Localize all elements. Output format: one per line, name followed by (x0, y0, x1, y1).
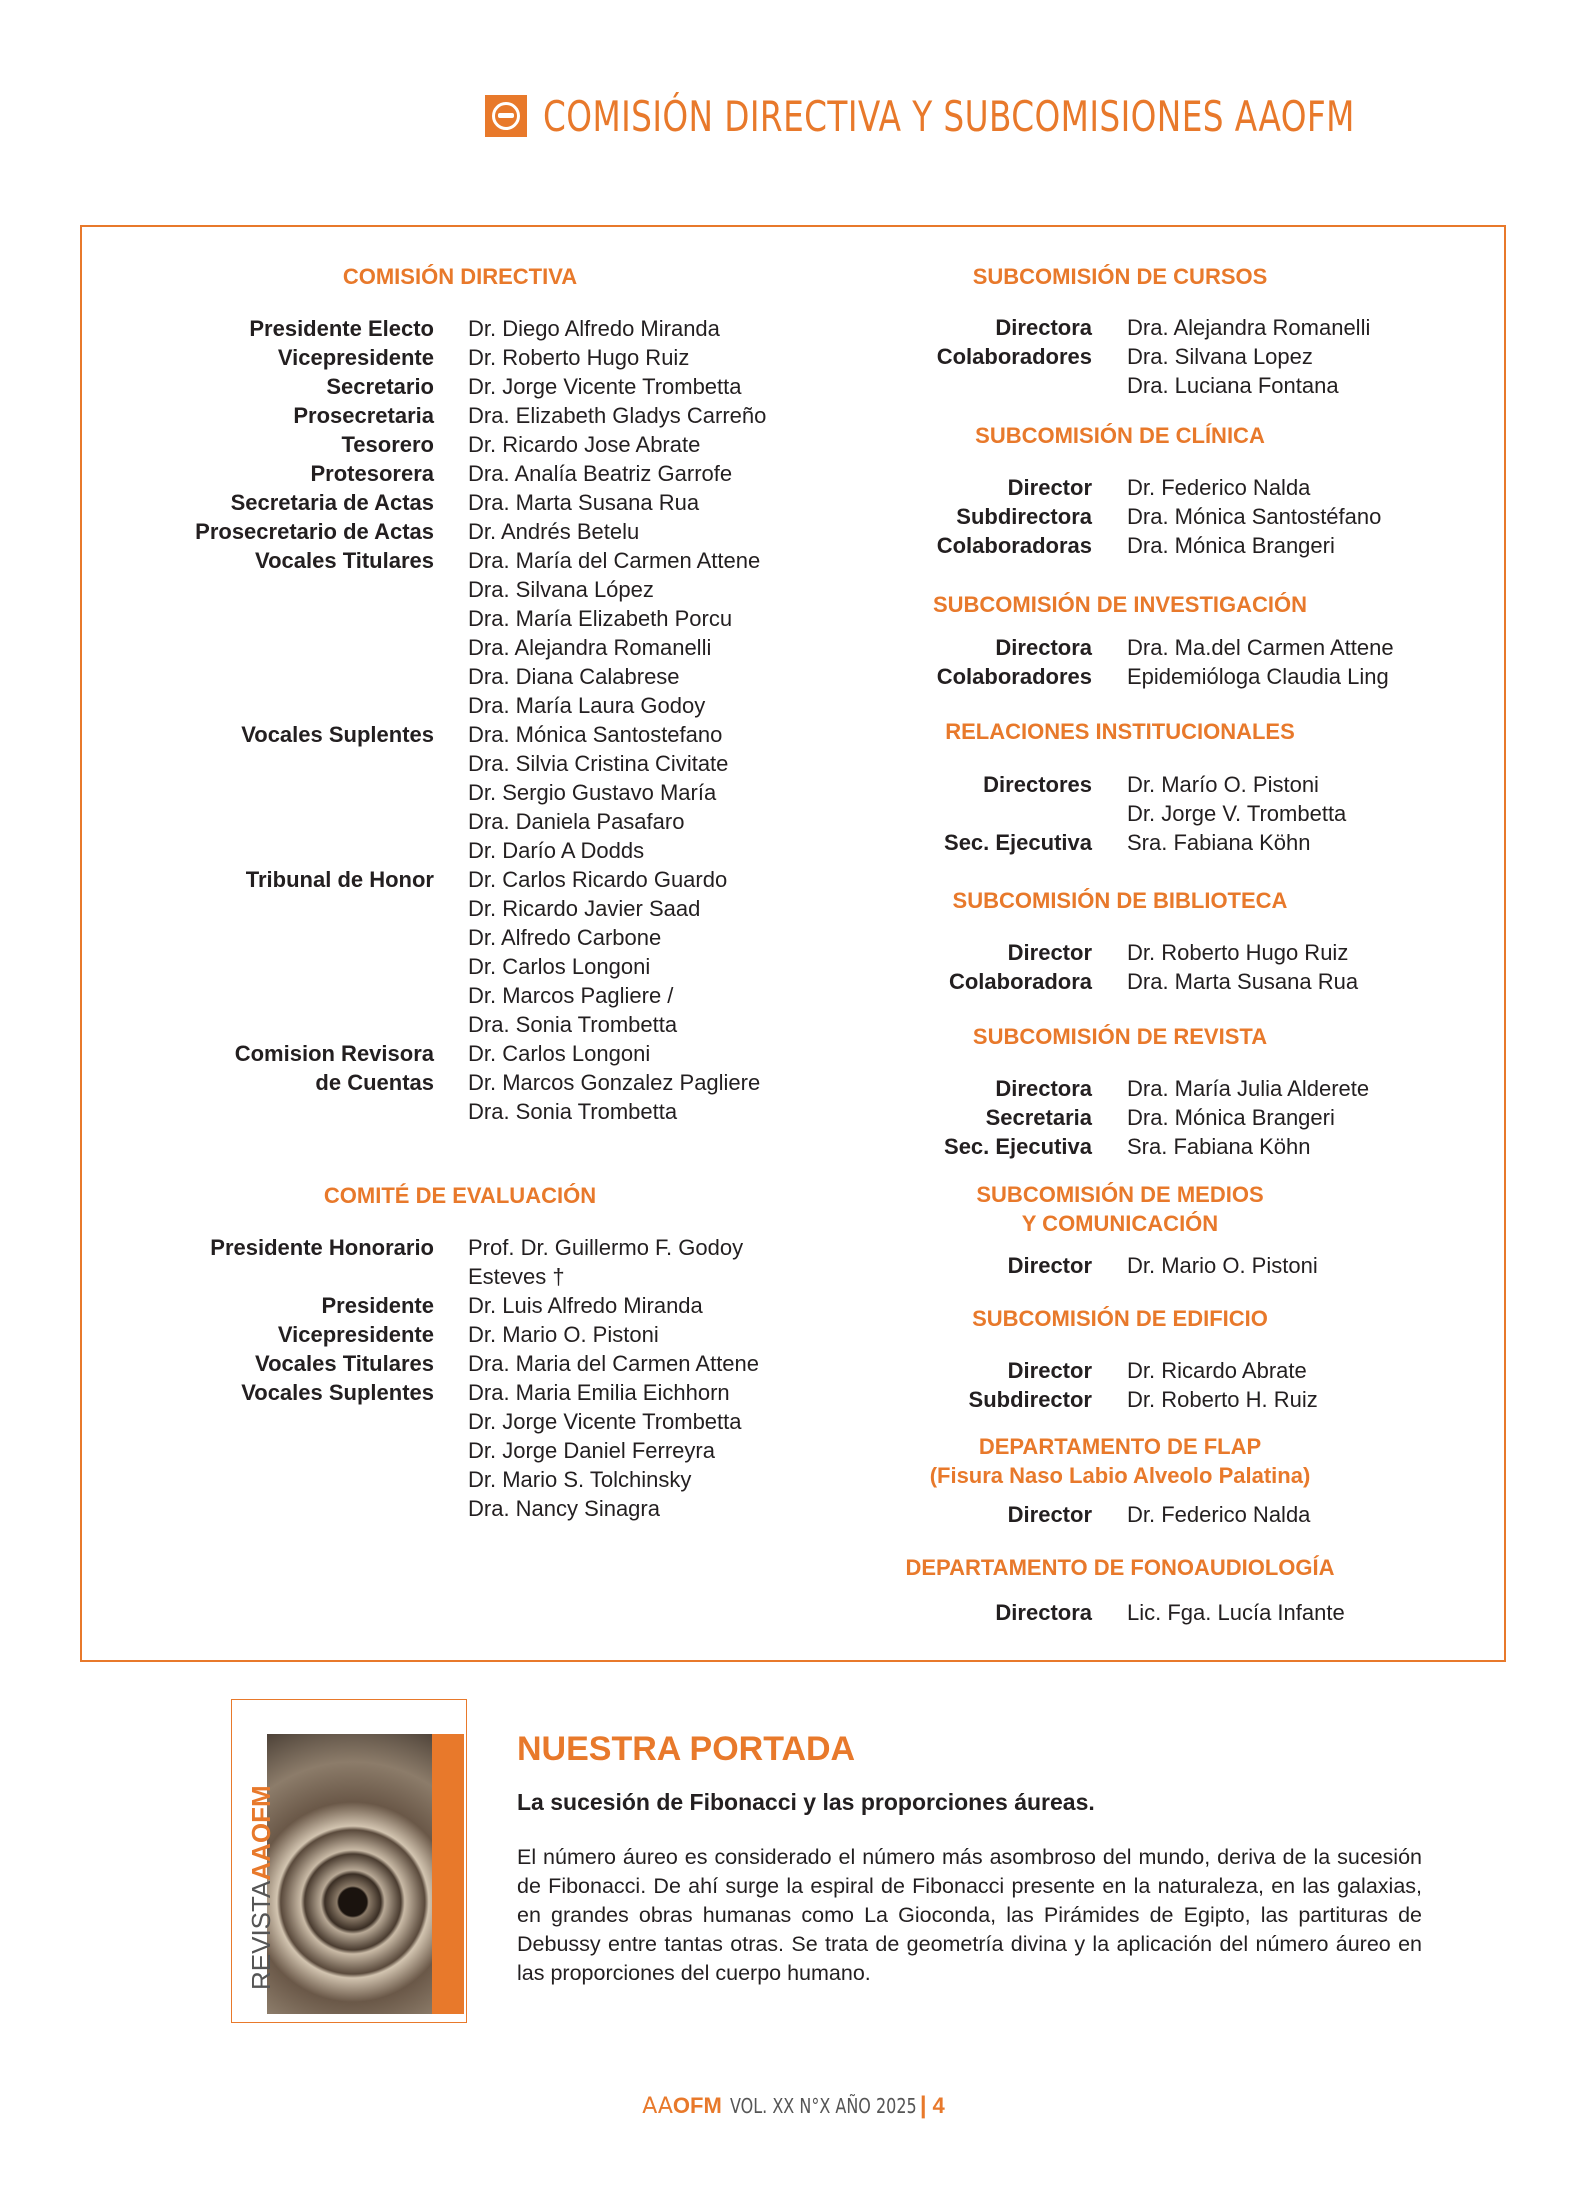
member-name: Dra. Daniela Pasafaro (468, 809, 685, 834)
member-names (1127, 502, 1381, 531)
member-names (468, 517, 639, 546)
member-names (468, 343, 689, 372)
member-name: Dra. Mónica Santostéfano (1127, 504, 1382, 529)
role-label: Directores (983, 772, 1092, 797)
member-name: Dr. Federico Nalda (1127, 475, 1311, 500)
member-name: Dra. María Laura Godoy (468, 693, 706, 718)
member-name: Dra. Silvana López (468, 577, 654, 602)
role-label: Presidente Electo (249, 316, 434, 341)
member-names (468, 1233, 743, 1291)
member-name: Dr. Darío A Dodds (468, 838, 645, 863)
member-names (468, 459, 732, 488)
member-name: Dra. Analía Beatriz Garrofe (468, 461, 733, 486)
role-label: de Cuentas (315, 1070, 434, 1095)
member-names (468, 1320, 659, 1349)
member-name: Dr. Ricardo Abrate (1127, 1358, 1307, 1383)
member-name: Dra. Marta Susana Rua (468, 490, 700, 515)
member-name: Dr. Roberto Hugo Ruiz (468, 345, 690, 370)
role-label: Sec. Ejecutiva (944, 830, 1092, 855)
member-name: Esteves † (468, 1264, 565, 1289)
footer-volume: VOL. XX N°X AÑO 2025 (729, 2094, 917, 2118)
member-names (1127, 662, 1389, 691)
page-title: COMISIÓN DIRECTIVA Y SUBCOMISIONES AAOFM (542, 91, 1355, 141)
member-names (1127, 1132, 1310, 1161)
member-names (1127, 770, 1346, 828)
member-names (1127, 1103, 1335, 1132)
member-name: Dra. Alejandra Romanelli (1127, 315, 1371, 340)
member-names (1127, 938, 1348, 967)
member-name: Dr. Sergio Gustavo María (468, 780, 717, 805)
member-name: Dr. Roberto Hugo Ruiz (1127, 940, 1349, 965)
member-names (1127, 342, 1339, 400)
section-title: DEPARTAMENTO DE FONOAUDIOLOGÍA (905, 1555, 1335, 1580)
cover-thumbnail (231, 1699, 467, 2023)
member-names (468, 314, 720, 343)
cover-title (246, 1785, 277, 1990)
member-name: Dra. Sonia Trombetta (468, 1012, 678, 1037)
member-names (1127, 1251, 1318, 1280)
member-name: Dra. María del Carmen Attene (468, 548, 761, 573)
member-names (1127, 1074, 1369, 1103)
member-name: Dr. Marío O. Pistoni (1127, 772, 1319, 797)
member-names (468, 488, 699, 517)
member-name: Dra. Silvia Cristina Civitate (468, 751, 729, 776)
member-name: Dra. Marta Susana Rua (1127, 969, 1359, 994)
member-name: Dr. Mario S. Tolchinsky (468, 1467, 692, 1492)
cover-orange-stripe (432, 1734, 464, 2014)
member-name: Dra. Maria Emilia Eichhorn (468, 1380, 730, 1405)
section-title: COMITÉ DE EVALUACIÓN (323, 1183, 597, 1208)
role-label: Comision Revisora (234, 1041, 434, 1066)
role-label: Vocales Suplentes (241, 722, 434, 747)
member-name: Dr. Roberto H. Ruiz (1127, 1387, 1318, 1412)
member-names (468, 1378, 742, 1523)
member-name: Dra. Sonia Trombetta (468, 1099, 678, 1124)
role-label: Directora (995, 1076, 1092, 1101)
member-names (1127, 633, 1394, 662)
cover-image (267, 1734, 464, 2014)
section-title: COMISIÓN DIRECTIVA (342, 264, 578, 289)
member-name: Sra. Fabiana Köhn (1127, 1134, 1311, 1159)
member-name: Dr. Mario O. Pistoni (468, 1322, 659, 1347)
section-title: DEPARTAMENTO DE FLAP (978, 1434, 1262, 1459)
member-names (468, 1039, 650, 1068)
member-name: Dra. Luciana Fontana (1127, 373, 1339, 398)
role-label: Prosecretario de Actas (195, 519, 434, 544)
role-label: Presidente (321, 1293, 434, 1318)
member-name: Dr. Carlos Longoni (468, 1041, 651, 1066)
member-name: Dra. Maria del Carmen Attene (468, 1351, 760, 1376)
section-title: Y COMUNICACIÓN (1021, 1211, 1219, 1236)
member-names (468, 1349, 759, 1378)
portada-text: El número áureo es considerado el número más asombroso del mundo, deriva de la sucesión de Fibonacci. De ahí surge la espiral de Fibonacci presente en la naturaleza, en las galaxias, en grandes obras humanas como La Gioconda, las Pirámides de Egipto, las partituras de Debussy entre tantas otras. Se trata de geometría divina y la aplicación del número áureo en las proporciones del cuerpo humano. (517, 1845, 1422, 1985)
role-label: Directora (995, 635, 1092, 660)
role-label: Subdirectora (956, 504, 1092, 529)
member-names (468, 1291, 703, 1320)
member-names (468, 546, 760, 720)
member-names (1127, 313, 1370, 342)
role-label: Vicepresidente (277, 345, 434, 370)
member-name: Dra. Silvana Lopez (1127, 344, 1313, 369)
role-label: Sec. Ejecutiva (944, 1134, 1092, 1159)
member-name: Dra. Mónica Brangeri (1127, 1105, 1335, 1130)
member-name: Dra. María Elizabeth Porcu (468, 606, 733, 631)
member-name: Dr. Carlos Longoni (468, 954, 651, 979)
member-name: Dr. Diego Alfredo Miranda (468, 316, 720, 341)
member-names (468, 430, 700, 459)
page-footer (0, 2092, 1587, 2120)
role-label: Vocales Titulares (255, 548, 434, 573)
section-title: SUBCOMISIÓN DE INVESTIGACIÓN (932, 592, 1308, 617)
member-name: Dr. Federico Nalda (1127, 1502, 1311, 1527)
role-label: Director (1007, 1502, 1092, 1527)
member-names (468, 720, 728, 865)
role-label: Presidente Honorario (210, 1235, 434, 1260)
role-label: Subdirector (968, 1387, 1092, 1412)
circle-dash-icon (485, 95, 527, 137)
member-name: Dr. Marcos Gonzalez Pagliere (468, 1070, 761, 1095)
portada-title: NUESTRA PORTADA (517, 1730, 856, 1768)
role-label: Directora (995, 315, 1092, 340)
footer-brand-b: OFM (672, 2093, 722, 2118)
role-label: Secretaria (985, 1105, 1092, 1130)
section-title: SUBCOMISIÓN DE REVISTA (972, 1024, 1268, 1049)
member-names (468, 865, 727, 1039)
role-label: Prosecretaria (293, 403, 434, 428)
member-names (1127, 1356, 1307, 1385)
member-name: Dr. Jorge V. Trombetta (1127, 801, 1347, 826)
member-name: Dra. Mónica Santostefano (468, 722, 723, 747)
section-title: SUBCOMISIÓN DE MEDIOS (976, 1182, 1264, 1207)
member-names (468, 1068, 760, 1126)
member-names (1127, 1385, 1318, 1414)
cover-title-b: AAOFM (246, 1785, 276, 1881)
role-label: Tesorero (341, 432, 434, 457)
member-names (1127, 1500, 1310, 1529)
page-number: 4 (932, 2093, 945, 2118)
member-name: Dra. Mónica Brangeri (1127, 533, 1335, 558)
page-header (0, 86, 1587, 146)
member-name: Dr. Alfredo Carbone (468, 925, 662, 950)
section-title: RELACIONES INSTITUCIONALES (945, 719, 1295, 744)
member-names (468, 372, 742, 401)
member-name: Dr. Andrés Betelu (468, 519, 640, 544)
role-label: Vicepresidente (277, 1322, 434, 1347)
member-name: Dr. Jorge Daniel Ferreyra (468, 1438, 715, 1463)
role-label: Director (1007, 1358, 1092, 1383)
member-name: Dra. María Julia Alderete (1127, 1076, 1370, 1101)
member-name: Dra. Elizabeth Gladys Carreño (468, 403, 767, 428)
member-name: Dr. Ricardo Javier Saad (468, 896, 701, 921)
role-label: Directora (995, 1600, 1092, 1625)
role-label: Vocales Titulares (255, 1351, 434, 1376)
role-label: Director (1007, 940, 1092, 965)
role-label: Tribunal de Honor (245, 867, 434, 892)
member-name: Dra. Alejandra Romanelli (468, 635, 712, 660)
portada-subtitle: La sucesión de Fibonacci y las proporciones áureas. (517, 1789, 1095, 1815)
member-name: Dra. Diana Calabrese (468, 664, 680, 689)
section-title: SUBCOMISIÓN DE BIBLIOTECA (952, 888, 1288, 913)
role-label: Colaboradores (936, 344, 1092, 369)
footer-separator: | (919, 2092, 927, 2119)
section-title: SUBCOMISIÓN DE EDIFICIO (972, 1306, 1268, 1331)
member-names (1127, 967, 1358, 996)
member-name: Dra. Nancy Sinagra (468, 1496, 660, 1521)
member-name: Dr. Jorge Vicente Trombetta (468, 1409, 742, 1434)
role-label: Secretario (326, 374, 434, 399)
footer-brand-a: AA (642, 2093, 673, 2119)
role-label: Director (1007, 1253, 1092, 1278)
member-names (1127, 1598, 1345, 1627)
member-name: Dr. Marcos Pagliere / (468, 983, 674, 1008)
member-name: Dr. Luis Alfredo Miranda (468, 1293, 703, 1318)
member-names (1127, 531, 1335, 560)
member-name: Dr. Ricardo Jose Abrate (468, 432, 701, 457)
role-label: Colaboradores (936, 664, 1092, 689)
staircase-photo (267, 1734, 432, 2014)
member-name: Dr. Jorge Vicente Trombetta (468, 374, 742, 399)
section-title: SUBCOMISIÓN DE CLÍNICA (975, 423, 1265, 448)
member-name: Sra. Fabiana Köhn (1127, 830, 1311, 855)
member-names (1127, 828, 1310, 857)
role-label: Colaboradoras (936, 533, 1092, 558)
member-name: Epidemióloga Claudia Ling (1127, 664, 1389, 689)
role-label: Director (1007, 475, 1092, 500)
member-name: Dra. Ma.del Carmen Attene (1127, 635, 1394, 660)
role-label: Protesorera (310, 461, 434, 486)
role-label: Colaboradora (948, 969, 1092, 994)
member-name: Dr. Carlos Ricardo Guardo (468, 867, 728, 892)
section-title: SUBCOMISIÓN DE CURSOS (972, 264, 1268, 289)
section-title: (Fisura Naso Labio Alveolo Palatina) (929, 1463, 1311, 1488)
member-name: Prof. Dr. Guillermo F. Godoy (468, 1235, 744, 1260)
role-label: Secretaria de Actas (230, 490, 434, 515)
member-names (1127, 473, 1310, 502)
role-label: Vocales Suplentes (241, 1380, 434, 1405)
member-names (468, 401, 766, 430)
cover-title-a: REVISTA (246, 1880, 276, 1990)
member-name: Dr. Mario O. Pistoni (1127, 1253, 1318, 1278)
member-name: Lic. Fga. Lucía Infante (1127, 1600, 1345, 1625)
